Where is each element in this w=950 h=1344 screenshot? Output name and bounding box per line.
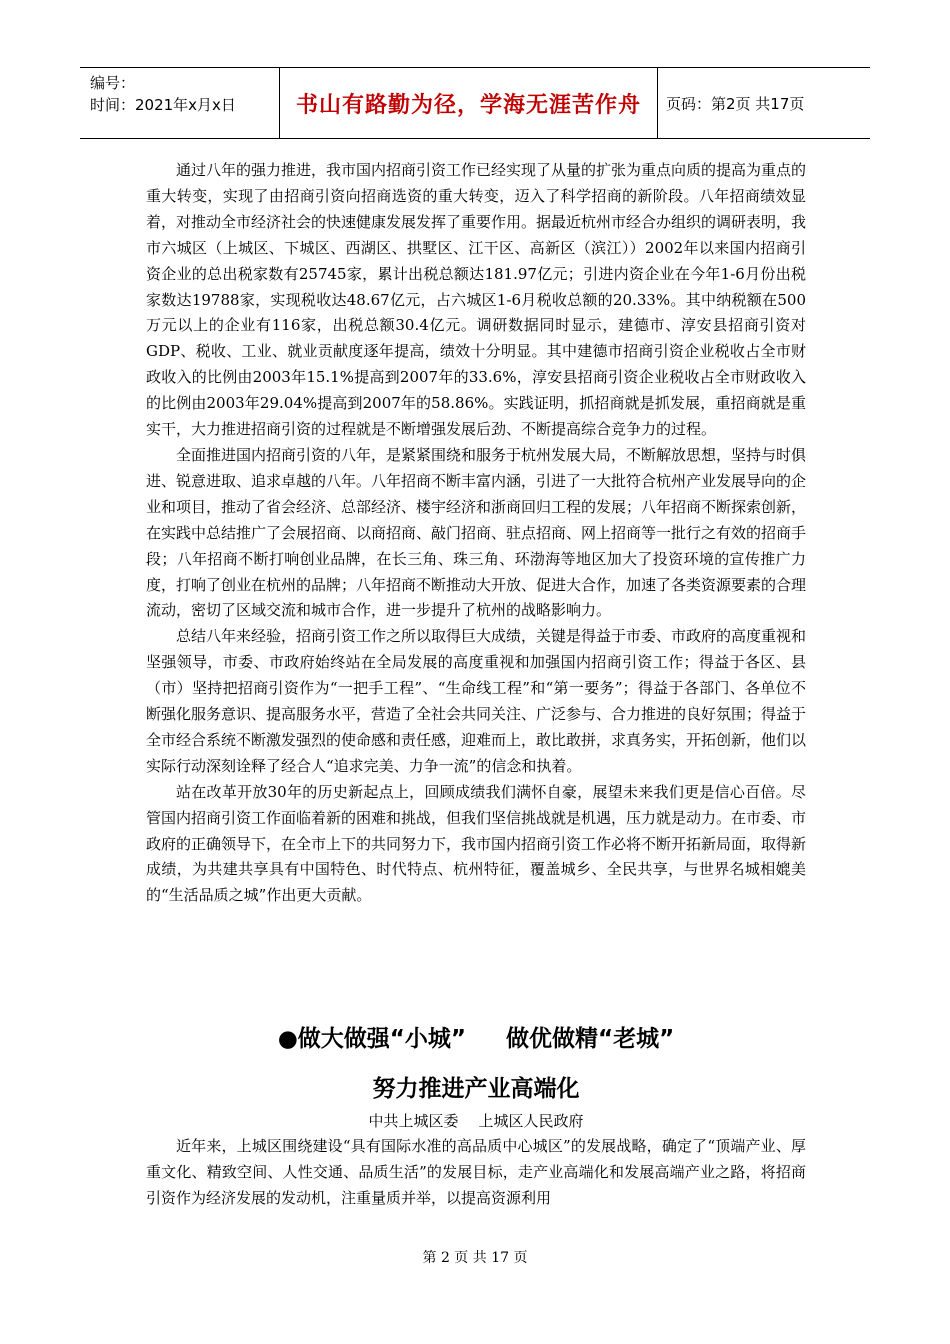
byline-district-government: 上城区人民政府: [478, 1112, 584, 1130]
section-subtitle: 努力推进产业高端化: [372, 1076, 580, 1102]
section-byline: [146, 1110, 806, 1131]
page-footer: 第 2 页 共 17 页: [422, 1250, 528, 1266]
section-title-part-a: ●做大做强“小城”: [277, 1026, 467, 1052]
byline-party-committee: 中共上城区委: [368, 1112, 459, 1130]
page-header: [80, 67, 870, 139]
header-meta: [80, 68, 280, 138]
paragraph: 全面推进国内招商引资的八年，是紧紧围绕和服务于杭州发展大局，不断解放思想，坚持与时俱进、锐意进取、追求卓越的八年。八年招商不断丰富内涵，引进了一大批符合杭州产业发展导向的企业和项目，推动了省会经济、总部经济、楼宇经济和浙商回归工程的发展；八年招商不断探索创新，在实践中总结推广了会展招商、以商招商、敲门招商、驻点招商、网上招商等一批行之有效的招商手段；八年招商不断打响创业品牌，在长三角、珠三角、环渤海等地区加大了投资环境的宣传推广力度，打响了创业在杭州的品牌；八年招商不断推动大开放、促进大合作，加速了各类资源要素的合理流动，密切了区域交流和城市合作，进一步提升了杭州的战略影响力。: [146, 445, 807, 620]
paragraph: 近年来，上城区围绕建设“具有国际水准的高品质中心城区”的发展战略，确定了“顶端产业、厚重文化、精致空间、人性交通、品质生活”的发展目标，走产业高端化和发展高端产业之路，将招商引资作为经济发展的发动机，注重量质并举，以提高资源利用: [146, 1137, 806, 1207]
paragraph: 通过八年的强力推进，我市国内招商引资工作已经实现了从量的扩张为重点向质的提高为重点的重大转变，实现了由招商引资向招商选资的重大转变，迈入了科学招商的新阶段。八年招商绩效显着，对推动全市经济社会的快速健康发展发挥了重要作用。据最近杭州市经合办组织的调研表明，我市六城区（上城区、下城区、西湖区、拱墅区、江干区、高新区（滨江））2002年以来国内招商引资企业的总出税家数有25745家，累计出税总额达181.97亿元；引进内资企业在今年1-6月份出税家数达19788家，实现税收达48.67亿元，占六城区1-6月税收总额的20.33%。其中纳税额在500万元以上的企业有116家，出税总额30.4亿元。调研数据同时显示，建德市、淳安县招商引资对GDP、税收、工业、就业贡献度逐年提高，绩效十分明显。其中建德市招商引资企业税收占全市财政收入的比例由2003年15.1%提高到2007年的33.6%，淳安县招商引资企业税收占全市财政收入的比例由2003年29.04%提高到2007年的58.86%。实践证明，抓招商就是抓发展，重招商就是重实干，大力推进招商引资的过程就是不断增强发展后劲、不断提高综合竞争力的过程。: [146, 161, 807, 439]
section-article: [146, 1134, 806, 1212]
section-title-part-b: 做优做精“老城”: [506, 1026, 675, 1052]
header-motto: 书山有路勤为径，学海无涯苦作舟: [280, 68, 658, 138]
header-page-info: 页码：第2页 共17页: [666, 94, 805, 113]
paragraph: 站在改革开放30年的历史新起点上，回顾成绩我们满怀自豪，展望未来我们更是信心百倍。尽管国内招商引资工作面临着新的困难和挑战，但我们坚信挑战就是机遇，压力就是动力。在市委、市政府的正确领导下，在全市上下的共同努力下，我市国内招商引资工作必将不断开拓新局面，取得新成绩，为共建共享具有中国特色、时代特点、杭州特征，覆盖城乡、全民共享，与世界名城相媲美的“生活品质之城”作出更大贡献。: [146, 782, 807, 905]
document-time-label: 时间：2021年x月x日: [90, 96, 236, 114]
main-article: [146, 158, 806, 909]
paragraph: 总结八年来经验，招商引资工作之所以取得巨大成绩，关键是得益于市委、市政府的高度重视和坚强领导，市委、市政府始终站在全局发展的高度重视和加强国内招商引资工作；得益于各区、县（市）坚持把招商引资作为“一把手工程”、“生命线工程”和“第一要务”；得益于各部门、各单位不断强化服务意识、提高服务水平，营造了全社会共同关注、广泛参与、合力推进的良好氛围；得益于全市经合系统不断激发强烈的使命感和责任感，迎难而上，敢比敢拼，求真务实，开拓创新，他们以实际行动深刻诠释了经合人“追求完美、力争一流”的信念和执着。: [146, 627, 807, 775]
document-number-label: 编号：: [90, 74, 136, 92]
section-title: [146, 1020, 806, 1053]
